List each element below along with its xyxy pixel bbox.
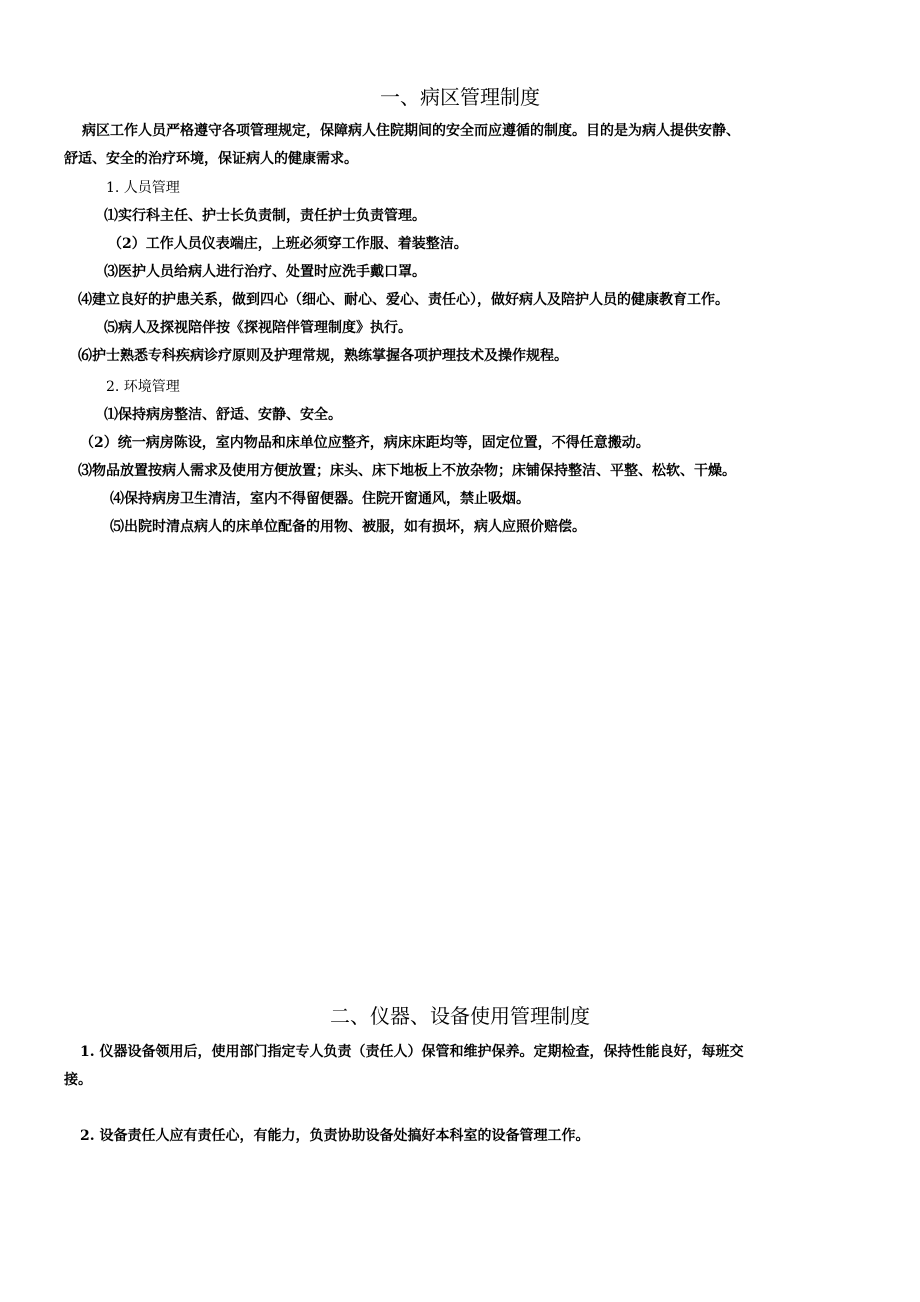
section2-item1-line2: 接。: [64, 1072, 92, 1088]
sub2-heading: 2. 环境管理: [106, 379, 180, 395]
sub1-item-6: ⑹护士熟悉专科疾病诊疗原则及护理常规，熟练掌握各项护理技术及操作规程。: [78, 348, 568, 364]
sub1-item-1: ⑴实行科主任、护士长负责制，责任护士负责管理。: [104, 208, 426, 224]
section2-title: 二、仪器、设备使用管理制度: [330, 1004, 590, 1028]
sub1-item-5: ⑸病人及探视陪伴按《探视陪伴管理制度》执行。: [104, 320, 412, 336]
sub1-heading: 1. 人员管理: [106, 180, 180, 196]
sub1-item-4: ⑷建立良好的护患关系，做到四心（细心、耐心、爱心、责任心），做好病人及陪护人员的健康教育工作。: [78, 292, 729, 308]
section2-item1-line1: 1. 仪器设备领用后，使用部门指定专人负责（责任人）保管和维护保养。定期检查，保持性能良好，每班交: [80, 1044, 744, 1060]
sub1-item-3: ⑶医护人员给病人进行治疗、处置时应洗手戴口罩。: [104, 264, 426, 280]
section1-title: 一、病区管理制度: [380, 85, 540, 109]
sub2-item-4: ⑷保持病房卫生清洁，室内不得留便器。住院开窗通风，禁止吸烟。: [110, 491, 530, 507]
section1-intro-line1: 病区工作人员严格遵守各项管理规定，保障病人住院期间的安全而应遵循的制度。目的是为病人提供安静、: [82, 123, 740, 139]
sub2-item-2: （2）统一病房陈设，室内物品和床单位应整齐，病床床距均等，固定位置，不得任意搬动。: [80, 435, 650, 451]
sub2-item-1: ⑴保持病房整洁、舒适、安静、安全。: [104, 407, 342, 423]
sub1-item-2: （2）工作人员仪表端庄，上班必须穿工作服、着装整洁。: [108, 236, 468, 252]
sub2-item-5: ⑸出院时清点病人的床单位配备的用物、被服，如有损坏，病人应照价赔偿。: [110, 519, 586, 535]
section1-intro-line2: 舒适、安全的治疗环境，保证病人的健康需求。: [64, 151, 358, 167]
section2-item2: 2. 设备责任人应有责任心，有能力，负责协助设备处搞好本科室的设备管理工作。: [80, 1128, 590, 1144]
sub2-item-3: ⑶物品放置按病人需求及使用方便放置；床头、床下地板上不放杂物；床铺保持整洁、平整、松软、干燥。: [78, 463, 736, 479]
